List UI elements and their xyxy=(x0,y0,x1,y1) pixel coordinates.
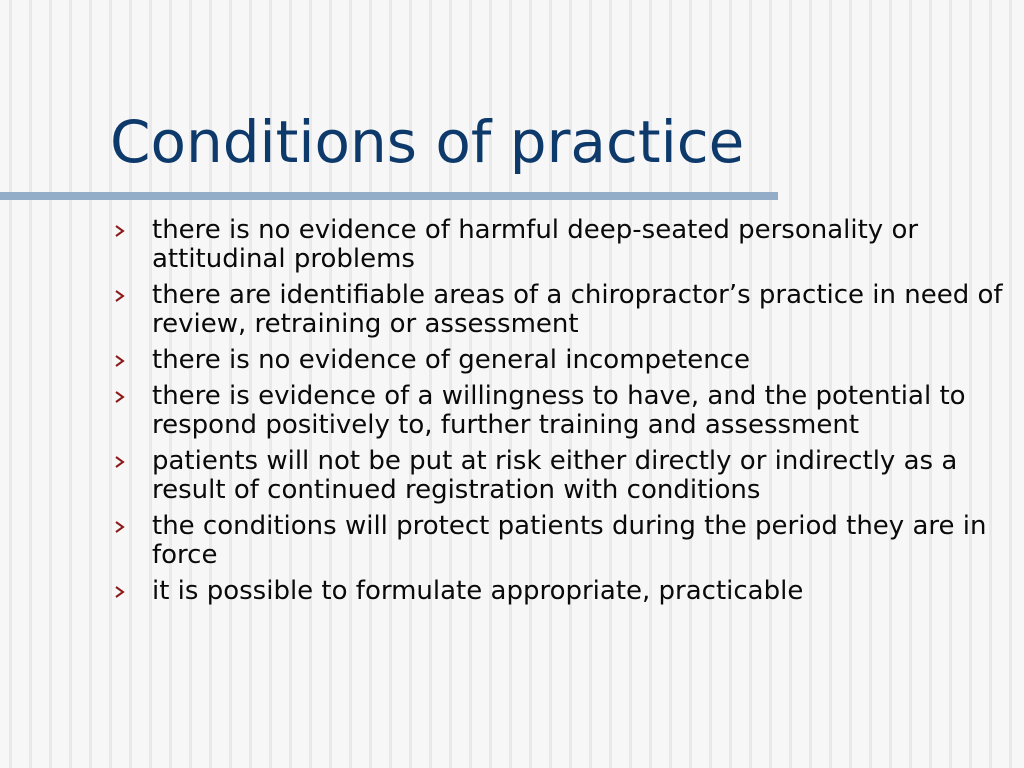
bullet-text: there is evidence of a willingness to have, and the potential to respond positively to, further training and assessment xyxy=(152,381,966,440)
bullet-item xyxy=(110,447,1010,505)
bullet-item xyxy=(110,346,1010,375)
bullet-item xyxy=(110,577,1010,606)
chevron-right-icon xyxy=(114,216,132,245)
chevron-right-icon xyxy=(114,346,132,375)
bullet-text: there is no evidence of harmful deep-seated personality or attitudinal problems xyxy=(152,215,919,274)
bullet-list xyxy=(110,216,1010,613)
bullet-item xyxy=(110,216,1010,274)
chevron-right-icon xyxy=(114,281,132,310)
chevron-right-icon xyxy=(114,447,132,476)
title-underline xyxy=(0,192,778,200)
bullet-text: there is no evidence of general incompetence xyxy=(152,345,750,375)
bullet-item xyxy=(110,281,1010,339)
bullet-text: the conditions will protect patients during the period they are in force xyxy=(152,511,987,570)
chevron-right-icon xyxy=(114,512,132,541)
bullet-item xyxy=(110,512,1010,570)
bullet-text: there are identifiable areas of a chiropractor’s practice in need of review, retraining or assessment xyxy=(152,280,1003,339)
bullet-text: it is possible to formulate appropriate, practicable xyxy=(152,576,804,606)
bullet-item xyxy=(110,382,1010,440)
chevron-right-icon xyxy=(114,577,132,606)
bullet-text: patients will not be put at risk either directly or indirectly as a result of continued registration with conditions xyxy=(152,446,958,505)
slide-title: Conditions of practice xyxy=(110,108,745,176)
chevron-right-icon xyxy=(114,382,132,411)
